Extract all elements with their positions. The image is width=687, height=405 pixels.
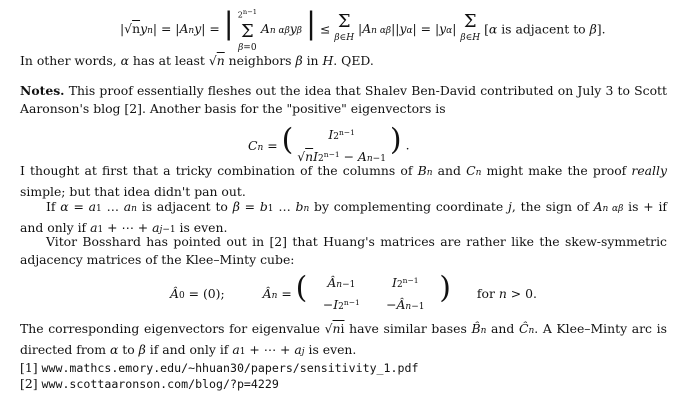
cn-matrix-row-top: $I2^{n-1}$: [328, 127, 355, 142]
other-words-line: In other words, α has at least √n neighbors β in H. QED.: [20, 53, 374, 68]
corresponding-paragraph: The corresponding eigenvectors for eigenvalue √ni have similar bases B̂n and Ĉn. A Klee–Minty arc is directed from α to β if and only if a1 + ⋯ + aj is even.: [20, 321, 667, 357]
equation-mid-2: |An αβ||yα| = |yα|: [358, 21, 457, 37]
vitor-paragraph: [20, 233, 667, 268]
reference-2-number: [2]: [20, 376, 38, 391]
sum-symbol-3: Σ β∈H: [460, 10, 481, 43]
sum-symbol: $2^{n-1}$ Σ β=0: [237, 8, 257, 53]
reference-2-url[interactable]: www.scottaaronson.com/blog/?p=4229: [41, 377, 279, 391]
km-paren-right: ): [439, 270, 451, 306]
abs-bar-right: |: [305, 6, 317, 42]
a0-definition: Â0 = (0);: [170, 285, 225, 301]
equation-rhs-2: [α is adjacent to β].: [484, 21, 606, 37]
notes-text: This proof essentially fleshes out the idea that Shalev Ben-David contributed on July 3 to Scott Aaronson's blog [2]. Another basis for the "positive" eigenvectors is: [20, 83, 667, 116]
cn-lhs: Cn =: [248, 137, 278, 153]
cn-matrix-row-bottom: $√nI2^{n-1} - An-1$: [297, 149, 386, 164]
notes-heading: Notes.: [20, 83, 65, 98]
abs-bar-left: |: [223, 6, 234, 42]
paren-left: (: [281, 122, 294, 158]
km-matrix-row-1: Ân−1 $I2^{n-1}$: [327, 275, 419, 290]
vitor-text: Vitor Bosshard has pointed out in [2] that Huang's matrices are rather like the skew-symmetric adjacency matrices of the Klee–Minty cube:: [20, 234, 667, 267]
equation-lhs: |√nyn| = |Any| =: [120, 21, 220, 37]
km-paren-left: (: [295, 270, 308, 306]
notes-paragraph: [20, 82, 667, 117]
sum-symbol-2: Σ β∈H: [334, 10, 355, 43]
an-lhs: Ân =: [262, 285, 292, 301]
paren-right: ): [389, 122, 402, 158]
if-paragraph: If α = a1 … an is adjacent to β = b1 … bn by complementing coordinate j, the sign of An αβ is + if and only if a1 + ⋯ + aj−1 is even.: [20, 199, 667, 235]
thought-paragraph: I thought at first that a tricky combination of the columns of Bn and Cn might make the proof really simple; but that idea didn't pan out.: [20, 163, 667, 199]
km-matrix-row-2: $-I2^{n-1}$ −Ân−1: [322, 297, 425, 312]
equation-mid: An αβyβ: [260, 21, 302, 37]
km-condition: for n > 0.: [476, 285, 537, 301]
reference-2: [20, 375, 279, 394]
reference-1-number: [1]: [20, 360, 38, 375]
km-matrix: [311, 272, 435, 316]
equation-norm-bound: |√nyn| = |Any| = | $2^{n-1}$ Σ β=0 An αβyβ | ≤ Σ β∈H |An αβ||yα| = |yα| Σ β∈H [α is adjacent to β].: [120, 4, 606, 56]
reference-1-url[interactable]: www.mathcs.emory.edu/~hhuan30/papers/sensitivity_1.pdf: [41, 361, 419, 375]
cn-tail: .: [405, 137, 410, 153]
klee-minty-equation: [170, 272, 537, 316]
